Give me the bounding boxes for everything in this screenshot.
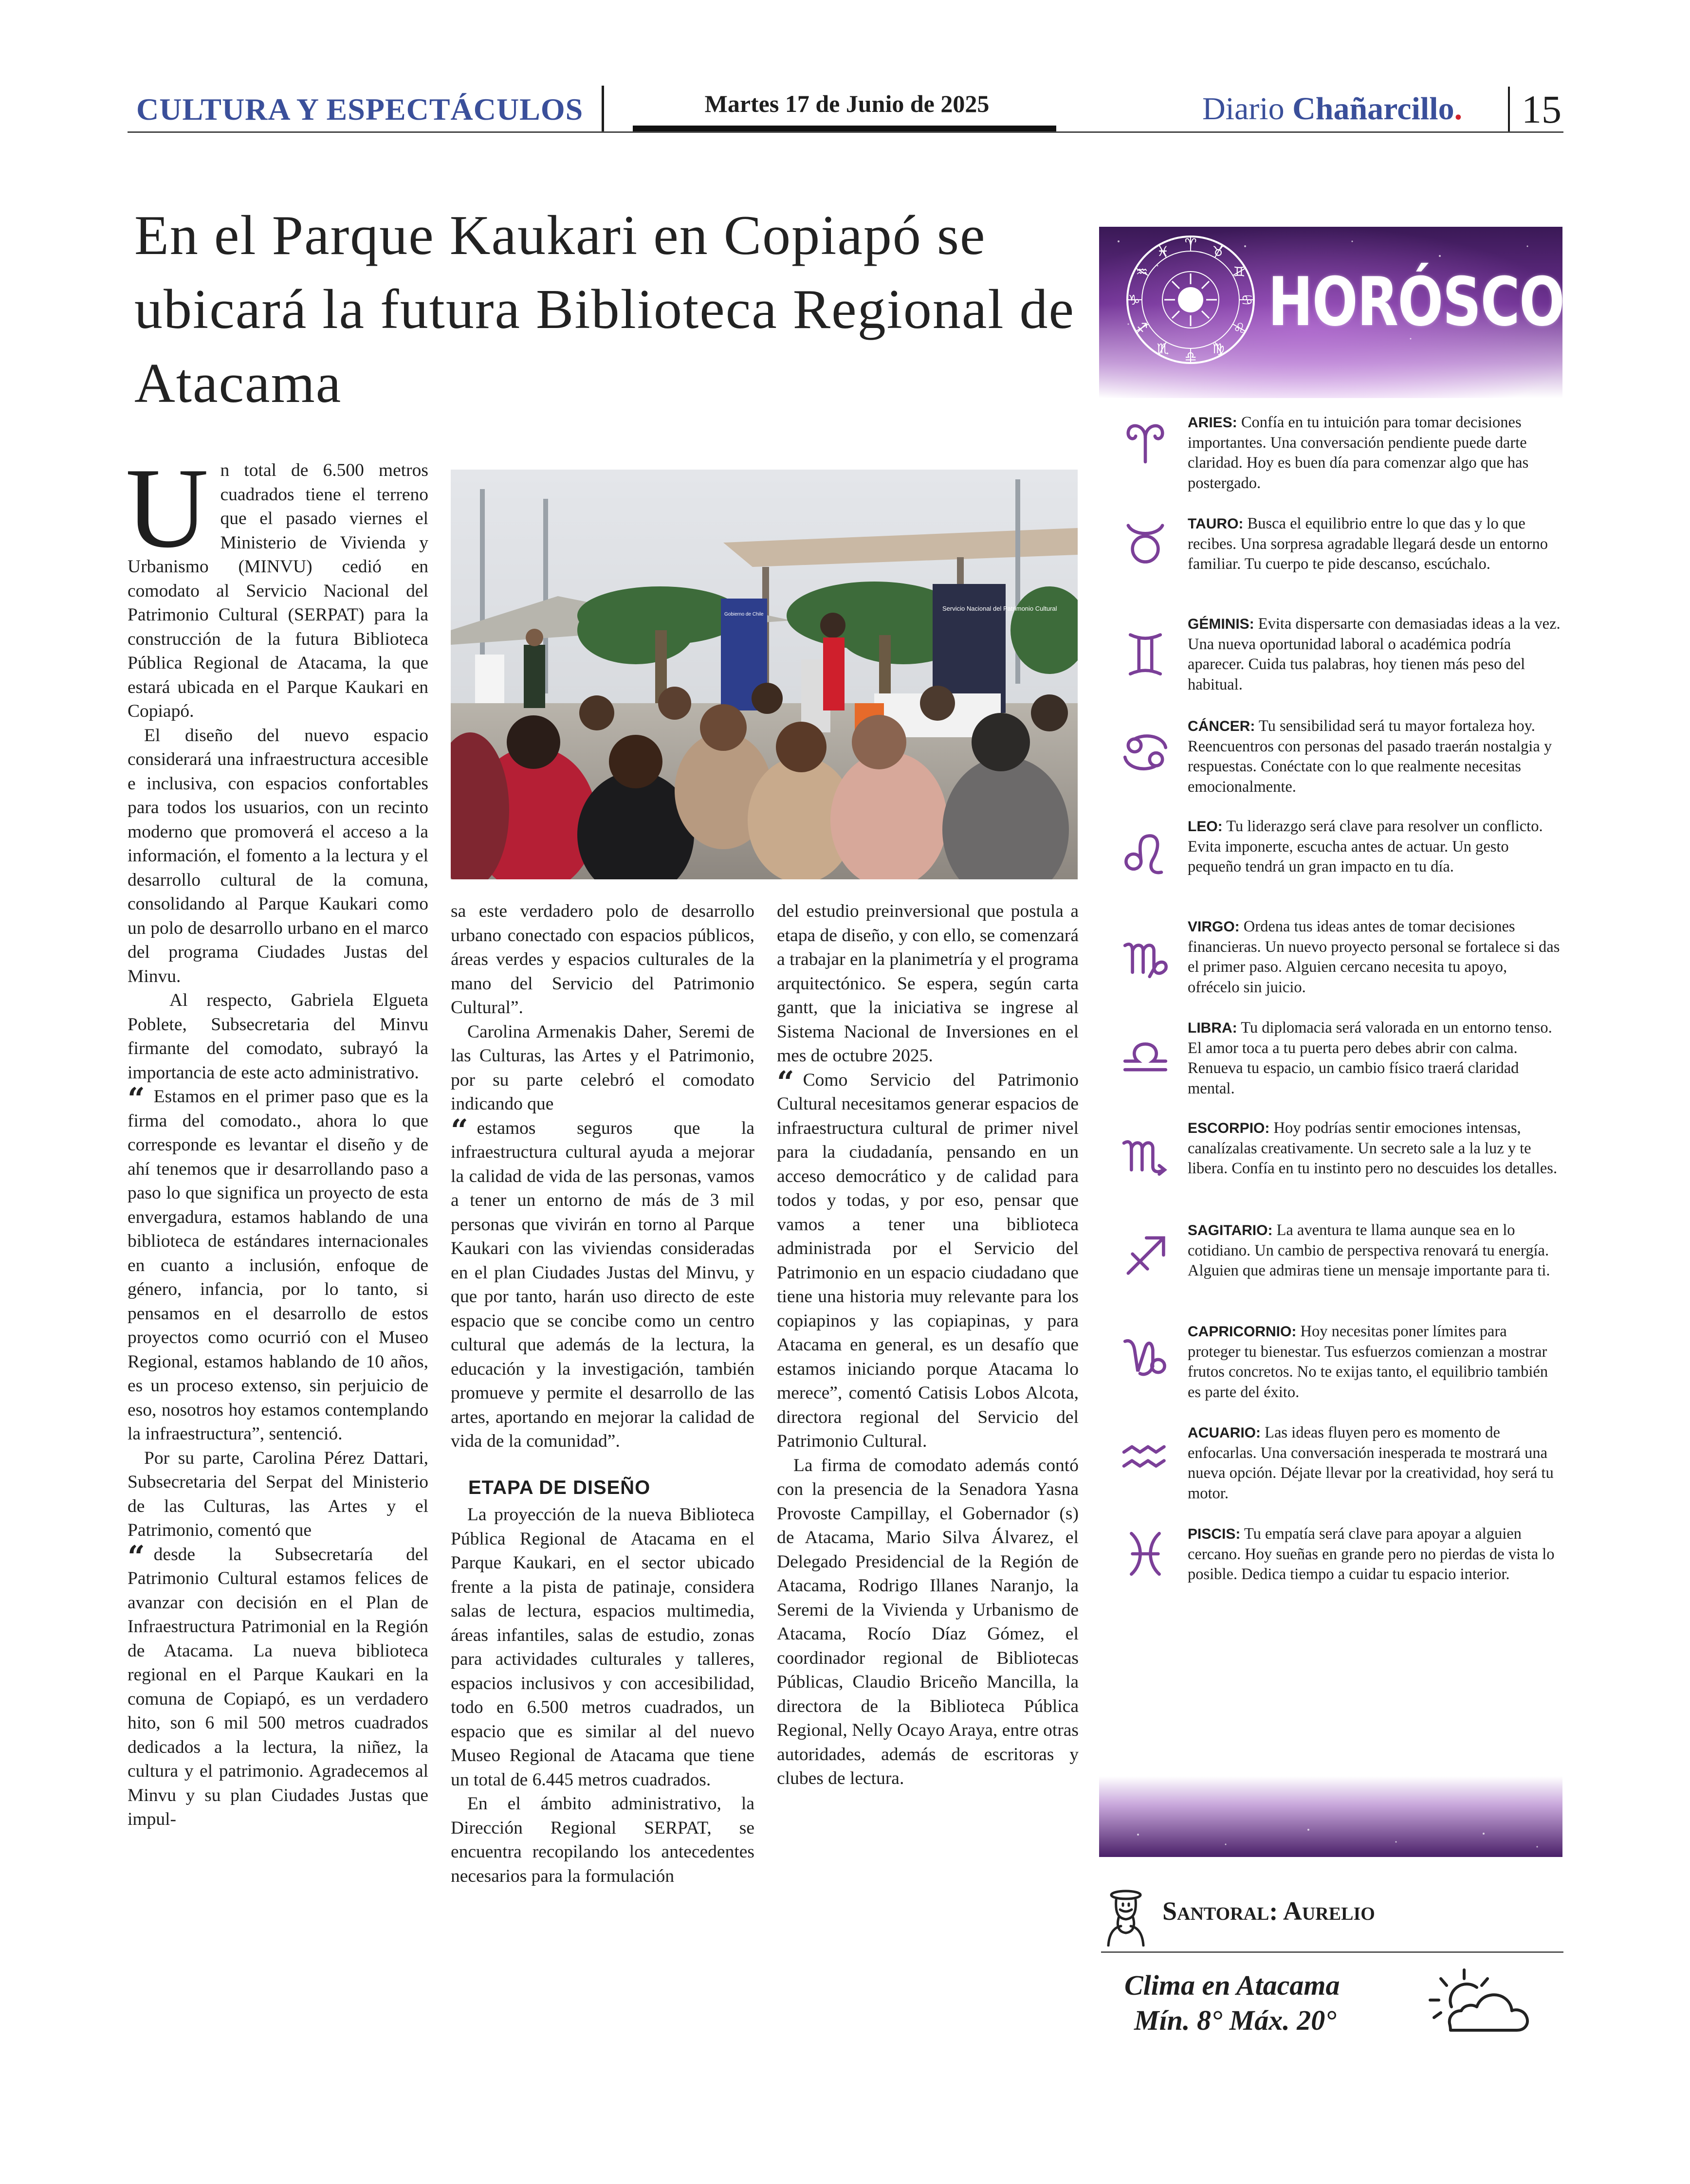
article-column-2: [451, 899, 754, 1888]
sign-name: CÁNCER:: [1188, 718, 1255, 734]
virgo-icon: [1119, 929, 1172, 983]
quote-mark-icon: “: [128, 1538, 145, 1574]
paragraph-text: n total de 6.500 metros cuadrados tiene el terreno que el pasado viernes el Ministerio de Vivienda y Urbanismo (MINVU) cedió en comodato al Servicio Nacional del Patrimonio Cultural (SERPAT) para la construcción de la futura Biblioteca Pública Regional de Atacama, la que estará ubicada en el Parque Kaukari en Copiapó.: [128, 460, 428, 721]
sign-text: Hoy necesitas poner límites para proteger tu bienestar. Tus esfuerzos comienzan a mostrar frutos concretos. No te exijas tanto, el equilibrio también es parte del éxito.: [1188, 1323, 1548, 1401]
drop-cap: U: [126, 445, 209, 572]
quote-paragraph: [128, 1538, 428, 1832]
aries-icon: [1119, 414, 1172, 467]
sign-text: Hoy podrías sentir emociones intensas, canalízalas creativamente. Un secreto sale a la luz y te libera. Confía en tu instinto pero no descuides los detalles.: [1188, 1119, 1558, 1177]
article-column-1: [126, 445, 428, 1832]
svg-text:♏: ♏: [1157, 341, 1169, 357]
horoscope-entry-acuario: [1188, 1423, 1562, 1504]
header-divider: [602, 86, 604, 132]
horoscope-entry-geminis: [1188, 614, 1562, 695]
sagittarius-icon: [1119, 1228, 1172, 1282]
libra-icon: [1119, 1026, 1172, 1079]
quote-mark-icon: “: [128, 1081, 145, 1116]
weather-temperatures: Mín. 8° Máx. 20°: [1134, 2004, 1337, 2036]
svg-text:♊: ♊: [1233, 264, 1246, 280]
svg-text:♉: ♉: [1212, 243, 1225, 259]
page-number: 15: [1522, 87, 1561, 131]
banner-text: Servicio Nacional del Patrimonio Cultural: [942, 605, 1057, 612]
partly-cloudy-icon: [1421, 1966, 1533, 2039]
sign-text: Ordena tus ideas antes de tomar decisiones financieras. Un nuevo proyecto personal se fortalece si das el primer paso. Alguien cercano necesita tu apoyo, ofrécelo sin juicio.: [1188, 918, 1560, 996]
article-photo: [451, 470, 1078, 879]
sign-text: Confía en tu intuición para tomar decisiones importantes. Una conversación pendiente puede darte claridad. Hoy es buen día para comenzar algo que has postergado.: [1188, 414, 1529, 492]
horoscope-entry-leo: [1188, 817, 1562, 877]
section-title: CULTURA Y ESPECTÁCULOS: [136, 92, 584, 127]
banner-text: Gobierno de Chile: [724, 612, 764, 617]
lead-paragraph: [126, 445, 428, 724]
header-divider: [1508, 87, 1510, 132]
quote-mark-icon: “: [451, 1112, 468, 1148]
horoscope-entry-piscis: [1188, 1524, 1562, 1585]
sign-text: Tu diplomacia será valorada en un entorno tenso. El amor toca a tu puerta pero debes abrir con calma. Renueva tu espacio, un cambio físico traerá claridad mental.: [1188, 1019, 1552, 1097]
svg-text:♌: ♌: [1233, 320, 1246, 336]
sign-name: CAPRICORNIO:: [1188, 1324, 1297, 1340]
sign-text: La aventura te llama aunque sea en lo cotidiano. Un cambio de perspectiva renovará tu energía. Alguien que admiras tiene un mensaje importante para ti.: [1188, 1221, 1550, 1279]
header-rule: [128, 131, 1563, 133]
article-headline: En el Parque Kaukari en Copiapó se ubicará la futura Biblioteca Regional de Atacama: [134, 204, 1075, 415]
svg-text:♎: ♎: [1184, 348, 1197, 364]
gemini-icon: [1119, 627, 1172, 680]
taurus-icon: [1119, 516, 1172, 569]
quote-text: estamos seguros que la infraestructura cultural ayuda a mejorar la calidad de vida de las personas, vamos a tener un entorno de más de 3 mil personas que vivirán en torno al Parque Kaukari con las viviendas consideradas en el plan Ciudades Justas del Minvu, y que por tanto, harán uso directo de este espacio que se concibe como un centro cultural que además de la lectura, la educación y la investigación, también promueve y permite el desarrollo de las artes, aportando en mejorar la calidad de vida de la comunidad”.: [451, 1118, 754, 1451]
sign-text: Tu empatía será clave para apoyar a alguien cercano. Hoy sueñas en grande pero no pierdas de vista lo posible. Dedica tiempo a cuidar tu espacio interior.: [1188, 1525, 1555, 1583]
saint-icon: [1101, 1878, 1151, 1947]
horoscope-entry-cancer: [1188, 716, 1562, 797]
sign-name: TAURO:: [1188, 516, 1244, 532]
quote-text: Como Servicio del Patrimonio Cultural necesitamos generar espacios de infraestructura cultural de primer nivel para la ciudadanía, pensando en un acceso democrático y de calidad para todos y todas, y por eso, pensar que vamos a tener una biblioteca administrada por el Servicio del Patrimonio en un espacio ciudadano que tiene una historia muy relevante para los copiapinos y las copiapinas, y para Atacama en general, es un desafío que estamos iniciando porque Atacama lo merece”, comentó Catisis Lobos Alcota, directora regional del Servicio del Patrimonio Cultural.: [777, 1070, 1079, 1451]
svg-text:♓: ♓: [1157, 243, 1169, 259]
weather-title: Clima en Atacama: [1124, 1969, 1340, 2001]
subheading: ETAPA DE DISEÑO: [468, 1476, 651, 1498]
sign-text: Evita dispersarte con demasiadas ideas a la vez. Una nueva oportunidad laboral o académica podría aparecer. Cuida tus palabras, hoy tienen más peso del habitual.: [1188, 615, 1561, 693]
horoscope-entry-escorpio: [1188, 1118, 1562, 1179]
quote-text: desde la Subsecretaría del Patrimonio Cultural estamos felices de avanzar con decisión en el Plan de Infraestructura Patrimonial en la Región de Atacama. La nueva biblioteca regional en el Parque Kaukari en la comuna de Copiapó, es un verdadero hito, son 6 mil 500 metros cuadrados dedicados a la lectura, la niñez, la cultura y el patrimonio. Agradecemos al Minvu y su plan Ciudades Justas que impul-: [128, 1544, 428, 1829]
paragraph: sa este verdadero polo de desarrollo urbano conectado con espacios públicos, áreas verdes y espacios culturales de la mano del Servicio del Patrimonio Cultural”.: [451, 901, 754, 1018]
paragraph: La proyección de la nueva Biblioteca Pública Regional de Atacama en el Parque Kaukari, en el sector ubicado frente a la pista de patinaje, considera salas de lectura, espacios multimedia, áreas infantiles, salas de estudio, zonas para actividades culturales y talleres, espacios inclusivos y con accesibilidad, todo en 6.500 metros cuadrados, un espacio que es similar al del nuevo Museo Regional de Atacama que tiene un total de 6.445 metros cuadrados.: [451, 1505, 754, 1790]
date-underline: [633, 126, 1056, 131]
paragraph: Por su parte, Carolina Pérez Dattari, Subsecretaria del Serpat del Ministerio de las Culturas, las Artes y el Patrimonio, comentó que: [128, 1448, 428, 1540]
quote-text: Estamos en el primer paso que es la firma del comodato., ahora lo que corresponde es levantar el diseño y de ahí tenemos que ir desarrollando paso a paso lo que significa un proyecto de esta envergadura, estamos hablando de una biblioteca de estándares internacionales en cuanto a inclusión, enfoque de género, infancia, por lo tanto, si pensamos en el desarrollo de estos proyectos como ocurrió con el Museo Regional, estamos hablando de 10 años, es un proceso extenso, sin perjuicio de eso, nosotros hoy estamos contemplando la infraestructura”, sentenció.: [128, 1087, 428, 1444]
horoscope-entry-tauro: [1188, 514, 1562, 575]
horoscope-entry-aries: [1188, 413, 1562, 493]
svg-text:♋: ♋: [1241, 292, 1253, 308]
article-column-3: [777, 899, 1079, 1791]
santoral-text: Santoral: Aurelio: [1162, 1896, 1375, 1926]
svg-text:♑: ♑: [1128, 292, 1140, 308]
sign-name: GÉMINIS:: [1188, 616, 1254, 632]
santoral-rule: [1101, 1951, 1563, 1953]
paper-brand: Chañarcillo: [1292, 91, 1454, 127]
starfield-decoration: [1099, 1776, 1562, 1857]
horoscope-title: HORÓSCOPO: [1268, 263, 1648, 341]
svg-text:♍: ♍: [1212, 341, 1225, 357]
quote-paragraph: [128, 1081, 428, 1446]
horoscope-entry-virgo: [1188, 917, 1562, 998]
svg-text:♈: ♈: [1184, 236, 1197, 252]
paragraph: La firma de comodato además contó con la presencia de la Senadora Yasna Provoste Campillay, el Gobernador (s) de Atacama, Mario Silva Álvarez, el Delegado Presidencial de la Región de Atacama, Rodrigo Illanes Naranjo, la Seremi de la Vivienda y Urbanismo de Atacama, Rocío Díaz Gómez, el coordinador regional de Bibliotecas Públicas, Claudio Briceño Mancilla, la directora de la Biblioteca Pública Regional, Nelly Ocayo Araya, entre otras autoridades, además de escritoras y clubes de lectura.: [777, 1455, 1079, 1788]
svg-text:♒: ♒: [1136, 264, 1148, 280]
horoscope-entry-capricornio: [1188, 1322, 1562, 1402]
aquarius-icon: [1119, 1431, 1172, 1484]
sign-name: SAGITARIO:: [1188, 1222, 1273, 1238]
horoscope-footer-strip: [1099, 1776, 1562, 1857]
paragraph: En el ámbito administrativo, la Dirección Regional SERPAT, se encuentra recopilando los antecedentes necesarios para la formulación: [451, 1794, 754, 1886]
sign-name: ACUARIO:: [1188, 1425, 1261, 1441]
sign-name: ESCORPIO:: [1188, 1120, 1270, 1136]
paragraph: del estudio preinversional que postula a etapa de diseño, y con ello, se comenzará a trabajar en la planimetría y el programa arquitectónico. Se espera, según carta gantt, que la iniciativa se ingrese al Sistema Nacional de Inversiones en el mes de octubre 2025.: [777, 901, 1079, 1066]
paper-prefix: Diario: [1202, 91, 1285, 127]
sign-name: PISCIS:: [1188, 1526, 1241, 1542]
paragraph: Al respecto, Gabriela Elgueta Poblete, Subsecretaria del Minvu firmante del comodato, subrayó la importancia de este acto administrativo.: [128, 990, 428, 1083]
horoscope-entry-libra: [1188, 1018, 1562, 1099]
sign-name: VIRGO:: [1188, 919, 1240, 935]
horoscope-entry-sagitario: [1188, 1220, 1562, 1281]
sign-text: Las ideas fluyen pero es momento de enfocarlas. Una conversación inesperada te mostrará una nueva opción. Déjate llevar por la creatividad, hoy será tu motor.: [1188, 1424, 1554, 1502]
pisces-icon: [1119, 1527, 1172, 1581]
cancer-icon: [1119, 725, 1172, 779]
quote-paragraph: [777, 1064, 1079, 1454]
paragraph: Carolina Armenakis Daher, Seremi de las Culturas, las Artes y el Patrimonio, por su parte celebró el comodato indicando que: [451, 1021, 754, 1114]
paper-dot: .: [1454, 91, 1463, 127]
sign-name: LEO:: [1188, 819, 1223, 835]
sign-name: ARIES:: [1188, 415, 1237, 431]
sign-text: Tu liderazgo será clave para resolver un conflicto. Evita imponerte, escucha antes de actuar. Un gesto pequeño tendrá un gran impacto en tu día.: [1188, 818, 1543, 875]
quote-mark-icon: “: [777, 1064, 794, 1100]
capricorn-icon: [1119, 1329, 1172, 1382]
scorpio-icon: [1119, 1127, 1172, 1181]
sign-text: Tu sensibilidad será tu mayor fortaleza hoy. Reencuentros con personas del pasado traerán nostalgia y respuestas. Conéctate con lo que realmente necesitas emocionalmente.: [1188, 717, 1552, 796]
newspaper-name: [1202, 91, 1462, 127]
sign-text: Busca el equilibrio entre lo que das y lo que recibes. Una sorpresa agradable llegará desde un entorno familiar. Tu cuerpo te pide descanso, escúchalo.: [1188, 515, 1548, 573]
svg-text:♐: ♐: [1136, 320, 1148, 336]
sign-name: LIBRA:: [1188, 1020, 1237, 1036]
issue-date: Martes 17 de Junio de 2025: [704, 90, 990, 117]
quote-paragraph: [451, 1112, 754, 1454]
paragraph: El diseño del nuevo espacio considerará una infraestructura accesible e inclusiva, con espacios confortables para todos los usuarios, con un recinto moderno que promoverá el acceso a la información, el fomento a la lectura y el desarrollo cultural de la comuna, consolidando al Parque Kaukari como un polo de desarrollo urbano en el marco del programa Ciudades Justas del Minvu.: [128, 725, 428, 986]
event-photo: [451, 470, 1078, 879]
leo-icon: [1119, 827, 1172, 881]
